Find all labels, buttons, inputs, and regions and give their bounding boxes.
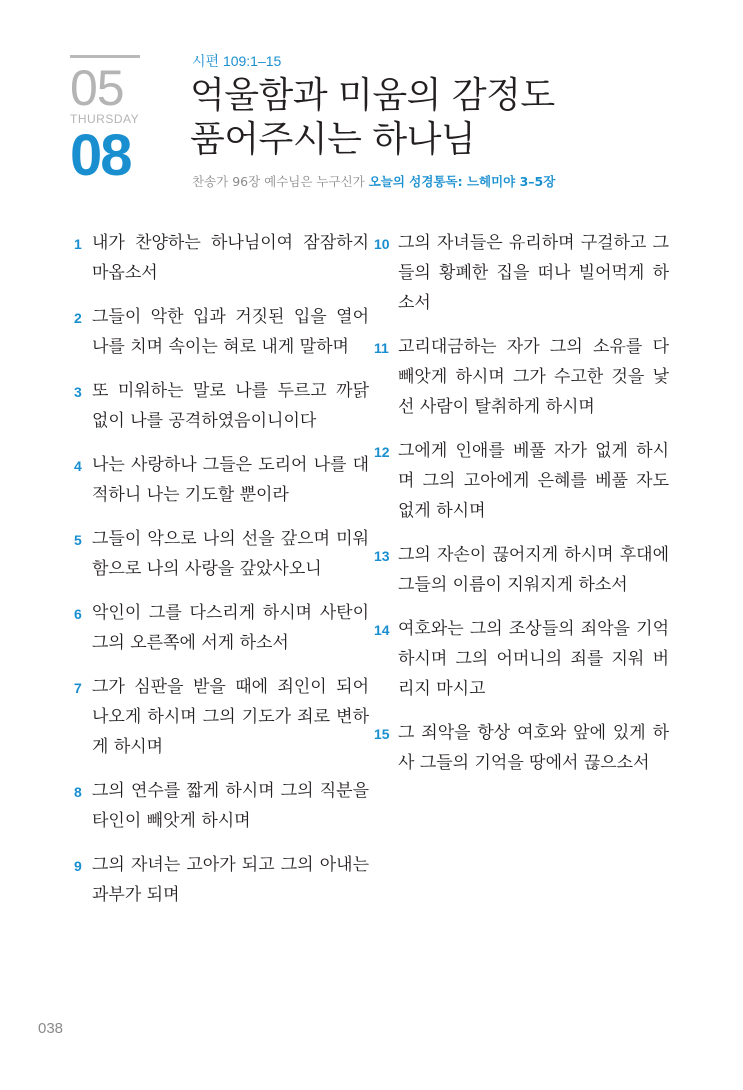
verse-number: 4 xyxy=(74,458,82,474)
verse xyxy=(374,614,669,704)
weekday-label: THURSDAY xyxy=(70,112,140,126)
verse xyxy=(74,598,369,658)
verse xyxy=(374,228,669,318)
verse-text: 그의 자녀들은 유리하며 구걸하고 그들의 황폐한 집을 떠나 빌어먹게 하소서 xyxy=(398,233,669,313)
verse xyxy=(374,332,669,422)
verse-number: 3 xyxy=(74,384,82,400)
date-block xyxy=(70,55,144,186)
reading-meta xyxy=(192,172,555,190)
verse-text: 그가 심판을 받을 때에 죄인이 되어 나오게 하시며 그의 기도가 죄로 변하게 하시며 xyxy=(92,677,369,757)
verse-text: 그의 자녀는 고아가 되고 그의 아내는 과부가 되며 xyxy=(92,855,369,905)
verse-text: 그 죄악을 항상 여호와 앞에 있게 하사 그들의 기억을 땅에서 끊으소서 xyxy=(398,723,669,773)
verse-number: 14 xyxy=(374,622,390,638)
verse-text: 악인이 그를 다스리게 하시며 사탄이 그의 오른쪽에 서게 하소서 xyxy=(92,603,369,653)
verse-text: 그의 자손이 끊어지게 하시며 후대에 그들의 이름이 지워지게 하소서 xyxy=(398,545,669,595)
title-line-1: 억울함과 미움의 감정도 xyxy=(190,75,555,116)
verse-text: 고리대금하는 자가 그의 소유를 다 빼앗게 하시며 그가 수고한 것을 낯선 사람이 탈취하게 하시며 xyxy=(398,337,669,417)
verse-text: 내가 찬양하는 하나님이여 잠잠하지 마옵소서 xyxy=(92,233,369,283)
verse-number: 11 xyxy=(374,340,389,356)
verse-number: 15 xyxy=(374,726,390,742)
day-number: 08 xyxy=(70,123,131,188)
verse-number: 8 xyxy=(74,784,82,800)
verse-number: 7 xyxy=(74,680,82,696)
verse xyxy=(374,718,669,778)
verse-number: 6 xyxy=(74,606,82,622)
verse xyxy=(74,672,369,762)
verse-number: 2 xyxy=(74,310,82,326)
verse-text: 여호와는 그의 조상들의 죄악을 기억하시며 그의 어머니의 죄를 지워 버리지 마시고 xyxy=(398,619,669,699)
scripture-reference: 시편 109:1–15 xyxy=(192,53,282,69)
verse-text: 그들이 악으로 나의 선을 갚으며 미워함으로 나의 사랑을 갚았사오니 xyxy=(92,529,369,579)
month-number: 05 xyxy=(70,60,124,116)
date-divider xyxy=(70,55,140,58)
verse-number: 12 xyxy=(374,444,390,460)
verse-number: 13 xyxy=(374,548,390,564)
verse-column-left xyxy=(74,228,369,924)
verse-text: 나는 사랑하나 그들은 도리어 나를 대적하니 나는 기도할 뿐이라 xyxy=(92,455,369,505)
verse xyxy=(374,540,669,600)
verse xyxy=(74,376,369,436)
hymn-info: 찬송가 96장 예수님은 누구신가 xyxy=(192,174,365,189)
verse-number: 1 xyxy=(74,236,82,252)
verse xyxy=(74,524,369,584)
verse-column-right xyxy=(374,228,669,792)
verse-text: 또 미워하는 말로 나를 두르고 까닭 없이 나를 공격하였음이니이다 xyxy=(92,381,369,431)
verse-number: 5 xyxy=(74,532,82,548)
verse-text: 그에게 인애를 베풀 자가 없게 하시며 그의 고아에게 은혜를 베풀 자도 없게 하시며 xyxy=(398,441,669,521)
verse xyxy=(374,436,669,526)
page-number: 038 xyxy=(38,1020,64,1037)
page-title xyxy=(190,74,555,162)
verse xyxy=(74,228,369,288)
verse xyxy=(74,450,369,510)
verse xyxy=(74,850,369,910)
verse-number: 10 xyxy=(374,236,390,252)
verse xyxy=(74,776,369,836)
verse-text: 그들이 악한 입과 거짓된 입을 열어 나를 치며 속이는 혀로 내게 말하며 xyxy=(92,307,369,357)
verse xyxy=(74,302,369,362)
reading-plan: 오늘의 성경통독: 느헤미야 3–5장 xyxy=(368,174,556,189)
title-line-2: 품어주시는 하나님 xyxy=(190,119,476,160)
verse-number: 9 xyxy=(74,858,82,874)
verse-text: 그의 연수를 짧게 하시며 그의 직분을 타인이 빼앗게 하시며 xyxy=(92,781,369,831)
